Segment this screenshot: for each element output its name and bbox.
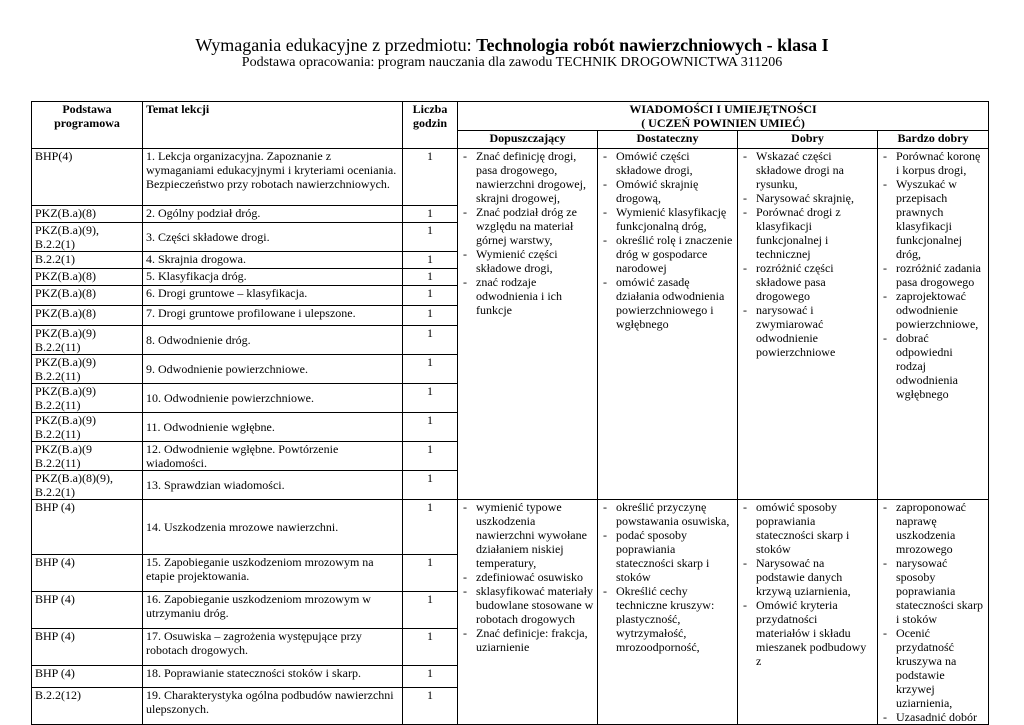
title-prefix: Wymagania edukacyjne z przedmiotu: — [195, 35, 477, 55]
header-podstawa: Podstawa programowa — [32, 102, 143, 149]
cell-dopuszczajacy-group2 — [458, 500, 598, 725]
cell-podstawa: PKZ(B.a)(8) — [32, 269, 143, 286]
header-wiadomosci-line1: WIADOMOŚCI I UMIEJĘTNOŚCI — [629, 102, 817, 116]
cell-podstawa: PKZ(B.a)(9) B.2.2(11) — [32, 384, 143, 413]
header-bardzo-dobry: Bardzo dobry — [878, 131, 989, 149]
list-item: - Uzasadnić dobór — [881, 710, 985, 724]
cell-temat: 6. Drogi gruntowe – klasyfikacja. — [143, 286, 403, 306]
cell-bardzo-dobry-group1 — [878, 149, 989, 500]
cell-liczba-godzin: 1 — [403, 384, 458, 413]
list-item: - Wskazać części składowe drogi na rysunku, — [741, 149, 874, 191]
list-item: - rozróżnić zadania pasa drogowego — [881, 261, 985, 289]
cell-dopuszczajacy-group1 — [458, 149, 598, 500]
skills-list — [881, 149, 985, 401]
cell-liczba-godzin: 1 — [403, 269, 458, 286]
list-item: - znać rodzaje odwodnienia i ich funkcje — [461, 275, 594, 317]
list-item: - Omówić części składowe drogi, — [601, 149, 734, 177]
cell-dobry-group1 — [738, 149, 878, 500]
list-item: - omówić sposoby poprawiania stateczności skarp i stoków — [741, 500, 874, 556]
list-item: - określić rolę i znaczenie dróg w gospodarce narodowej — [601, 233, 734, 275]
list-item: - Znać definicję drogi, pasa drogowego, nawierzchni drogowej, skrajni drogowej, — [461, 149, 594, 205]
cell-temat: 18. Poprawianie stateczności stoków i skarp. — [143, 666, 403, 688]
cell-temat: 14. Uszkodzenia mrozowe nawierzchni. — [143, 500, 403, 555]
cell-podstawa: BHP (4) — [32, 666, 143, 688]
cell-podstawa: PKZ(B.a)(8) — [32, 206, 143, 223]
cell-podstawa: PKZ(B.a)(9), B.2.2(1) — [32, 223, 143, 252]
cell-liczba-godzin: 1 — [403, 554, 458, 591]
list-item: - Ocenić przydatność kruszywa na podstawie krzywej uziarnienia, — [881, 626, 985, 710]
list-item: - Znać podział dróg ze względu na materiał górnej warstwy, — [461, 205, 594, 247]
list-item: - narysować sposoby poprawiania stateczności skarp i stoków — [881, 556, 985, 626]
list-item: - Znać definicje: frakcja, uziarnienie — [461, 626, 594, 654]
list-item: - zaproponować naprawę uszkodzenia mrozowego — [881, 500, 985, 556]
skills-list — [741, 500, 874, 668]
cell-podstawa: PKZ(B.a)(9) B.2.2(11) — [32, 355, 143, 384]
cell-temat: 8. Odwodnienie dróg. — [143, 326, 403, 355]
page-subtitle: Podstawa opracowania: program nauczania dla zawodu TECHNIK DROGOWNICTWA 311206 — [241, 55, 783, 70]
cell-liczba-godzin: 1 — [403, 666, 458, 688]
list-item: - sklasyfikować materiały budowlane stosowane w robotach drogowych — [461, 584, 594, 626]
cell-liczba-godzin: 1 — [403, 206, 458, 223]
cell-temat: 16. Zapobieganie uszkodzeniom mrozowym w utrzymaniu dróg. — [143, 592, 403, 629]
cell-temat: 11. Odwodnienie wgłębne. — [143, 413, 403, 442]
skills-list — [461, 500, 594, 654]
cell-podstawa: BHP(4) — [32, 149, 143, 206]
list-item: - dobrać odpowiedni rodzaj odwodnienia wgłębnego — [881, 331, 985, 401]
cell-temat: 1. Lekcja organizacyjna. Zapoznanie z wymaganiami edukacyjnymi i kryteriami oceniania. Bezpieczeństwo przy robotach nawierzchniowych. — [143, 149, 403, 206]
header-wiadomosci-line2: ( UCZEŃ POWINIEN UMIEĆ) — [641, 116, 805, 130]
cell-liczba-godzin: 1 — [403, 687, 458, 724]
cell-liczba-godzin: 1 — [403, 355, 458, 384]
cell-temat: 9. Odwodnienie powierzchniowe. — [143, 355, 403, 384]
cell-podstawa: BHP (4) — [32, 500, 143, 555]
skills-list — [601, 500, 734, 654]
list-item: - zdefiniować osuwisko — [461, 570, 594, 584]
cell-podstawa: BHP (4) — [32, 554, 143, 591]
cell-liczba-godzin: 1 — [403, 286, 458, 306]
cell-temat: 4. Skrajnia drogowa. — [143, 252, 403, 269]
header-wiadomosci — [458, 102, 989, 131]
cell-podstawa: BHP (4) — [32, 592, 143, 629]
cell-temat: 15. Zapobieganie uszkodzeniom mrozowym na etapie projektowania. — [143, 554, 403, 591]
list-item: - Określić cechy techniczne kruszyw: plastyczność, wytrzymałość, mrozoodporność, — [601, 584, 734, 654]
skills-list — [601, 149, 734, 331]
cell-liczba-godzin: 1 — [403, 442, 458, 471]
table-row — [32, 149, 989, 206]
header-dostateczny: Dostateczny — [598, 131, 738, 149]
list-item: - określić przyczynę powstawania osuwiska, — [601, 500, 734, 528]
cell-liczba-godzin: 1 — [403, 223, 458, 252]
cell-liczba-godzin: 1 — [403, 471, 458, 500]
list-item: - omówić zasadę działania odwodnienia powierzchniowego i wgłębnego — [601, 275, 734, 331]
cell-temat: 5. Klasyfikacja dróg. — [143, 269, 403, 286]
cell-temat: 17. Osuwiska – zagrożenia występujące przy robotach drogowych. — [143, 629, 403, 666]
cell-podstawa: PKZ(B.a)(8) — [32, 286, 143, 306]
cell-liczba-godzin: 1 — [403, 500, 458, 555]
table-body — [32, 149, 989, 725]
cell-bardzo-dobry-group2 — [878, 500, 989, 725]
list-item: - Narysować na podstawie danych krzywą uziarnienia, — [741, 556, 874, 598]
cell-liczba-godzin: 1 — [403, 149, 458, 206]
cell-dostateczny-group2 — [598, 500, 738, 725]
cell-dobry-group2 — [738, 500, 878, 725]
list-item: - wymienić typowe uszkodzenia nawierzchni wywołane działaniem niskiej temperatury, — [461, 500, 594, 570]
skills-list — [881, 500, 985, 724]
list-item: - Wymienić części składowe drogi, — [461, 247, 594, 275]
title-subject: Technologia robót nawierzchniowych - klasa I — [476, 35, 829, 55]
list-item: - zaprojektować odwodnienie powierzchniowe, — [881, 289, 985, 331]
list-item: - Porównać drogi z klasyfikacji funkcjonalnej i technicznej — [741, 205, 874, 261]
cell-liczba-godzin: 1 — [403, 306, 458, 326]
list-item: - rozróżnić części składowe pasa drogowego — [741, 261, 874, 303]
list-item: - Porównać koronę i korpus drogi, — [881, 149, 985, 177]
cell-liczba-godzin: 1 — [403, 413, 458, 442]
cell-liczba-godzin: 1 — [403, 326, 458, 355]
cell-temat: 19. Charakterystyka ogólna podbudów nawierzchni ulepszonych. — [143, 687, 403, 724]
cell-liczba-godzin: 1 — [403, 592, 458, 629]
list-item: - Narysować skrajnię, — [741, 191, 874, 205]
header-dopuszczajacy: Dopuszczający — [458, 131, 598, 149]
cell-podstawa: PKZ(B.a)(8)(9), B.2.2(1) — [32, 471, 143, 500]
page-title — [0, 35, 1024, 55]
header-liczba: Liczba godzin — [403, 102, 458, 149]
cell-temat: 2. Ogólny podział dróg. — [143, 206, 403, 223]
list-item: - narysować i zwymiarować odwodnienie powierzchniowe — [741, 303, 874, 359]
cell-podstawa: B.2.2(1) — [32, 252, 143, 269]
requirements-table — [31, 101, 989, 725]
cell-dostateczny-group1 — [598, 149, 738, 500]
cell-liczba-godzin: 1 — [403, 252, 458, 269]
cell-podstawa: PKZ(B.a)(8) — [32, 306, 143, 326]
list-item: - Omówić skrajnię drogową, — [601, 177, 734, 205]
list-item: - Wyszukać w przepisach prawnych klasyfikacji funkcjonalnej dróg, — [881, 177, 985, 261]
table-row — [32, 500, 989, 555]
cell-podstawa: BHP (4) — [32, 629, 143, 666]
skills-list — [741, 149, 874, 359]
cell-podstawa: PKZ(B.a)(9) B.2.2(11) — [32, 413, 143, 442]
cell-temat: 7. Drogi gruntowe profilowane i ulepszone. — [143, 306, 403, 326]
skills-list — [461, 149, 594, 317]
cell-podstawa: PKZ(B.a)(9) B.2.2(11) — [32, 326, 143, 355]
list-item: - podać sposoby poprawiania stateczności skarp i stoków — [601, 528, 734, 584]
list-item: - Omówić kryteria przydatności materiałów i składu mieszanek podbudowy z — [741, 598, 874, 668]
header-dobry: Dobry — [738, 131, 878, 149]
cell-liczba-godzin: 1 — [403, 629, 458, 666]
cell-temat: 3. Części składowe drogi. — [143, 223, 403, 252]
cell-temat: 10. Odwodnienie powierzchniowe. — [143, 384, 403, 413]
list-item: - Wymienić klasyfikację funkcjonalną dróg, — [601, 205, 734, 233]
header-temat: Temat lekcji — [143, 102, 403, 149]
cell-temat: 13. Sprawdzian wiadomości. — [143, 471, 403, 500]
cell-temat: 12. Odwodnienie wgłębne. Powtórzenie wiadomości. — [143, 442, 403, 471]
cell-podstawa: B.2.2(12) — [32, 687, 143, 724]
cell-podstawa: PKZ(B.a)(9 B.2.2(11) — [32, 442, 143, 471]
